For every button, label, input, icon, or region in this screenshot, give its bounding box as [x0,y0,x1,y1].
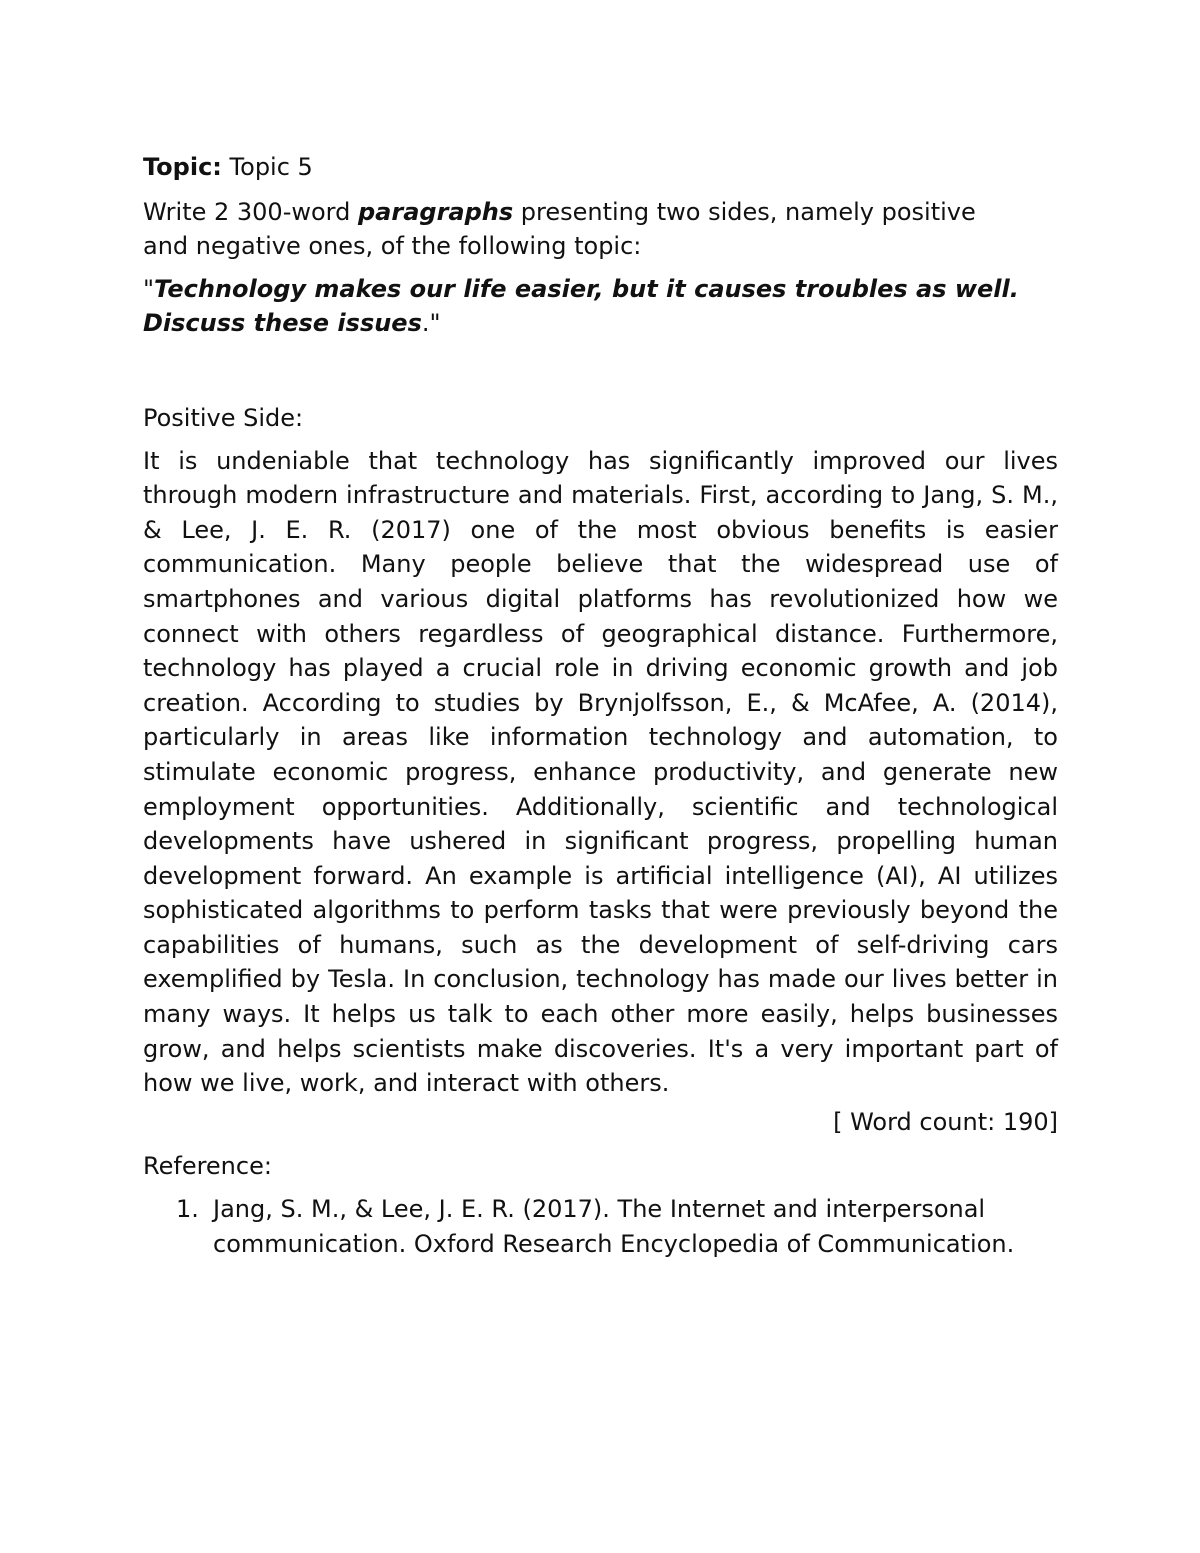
reference-list [143,1192,1058,1261]
reference-heading: Reference: [143,1152,272,1181]
topic-label: Topic: [143,153,222,181]
reference-text: Jang, S. M., & Lee, J. E. R. (2017). The Internet and interpersonal communication. Oxford Research Encyclopedia of Communication. [213,1195,1015,1258]
topic-line [143,150,1058,185]
instructions [143,195,1003,264]
essay-prompt [143,272,1023,341]
positive-side-heading: Positive Side: [143,403,304,432]
prompt-text: Technology makes our life easier, but it causes troubles as well. Discuss these issues [143,274,1019,338]
prompt-open-quote: " [143,274,155,303]
instructions-after: presenting two sides, namely positive and negative ones, of the following topic: [143,197,976,261]
prompt-close: ." [421,309,441,338]
instructions-before: Write 2 300-word [143,197,358,226]
topic-value: Topic 5 [229,153,313,181]
word-count: [ Word count: 190] [833,1107,1058,1136]
reference-number: 1. [176,1195,199,1224]
instructions-emphasis: paragraphs [357,197,514,226]
document-page [143,150,1058,1261]
positive-side-paragraph: It is undeniable that technology has significantly improved our lives through modern infrastructure and materials. First, according to Jang, S. M., & Lee, J. E. R. (2017) one of the most obvious benefits is easier communication. Many people believe that the widespread use of smartphones and various digital platforms has revolutionized how we connect with others regardless of geographical distance. Furthermore, technology has played a crucial role in driving economic growth and job creation. According to studies by Brynjolfsson, E., & McAfee, A. (2014), particularly in areas like information technology and automation, to stimulate economic progress, enhance productivity, and generate new employment opportunities. Additionally, scientific and technological developments have ushered in significant progress, propelling human development forward. An example is artificial intelligence (AI), AI utilizes sophisticated algorithms to perform tasks that were previously beyond the capabilities of humans, such as the development of self-driving cars exemplified by Tesla. In conclusion, technology has made our lives better in many ways. It helps us talk to each other more easily, helps businesses grow, and helps scientists make discoveries. It's a very important part of how we live, work, and interact with others. [143,446,1058,1098]
reference-item [143,1192,1053,1261]
